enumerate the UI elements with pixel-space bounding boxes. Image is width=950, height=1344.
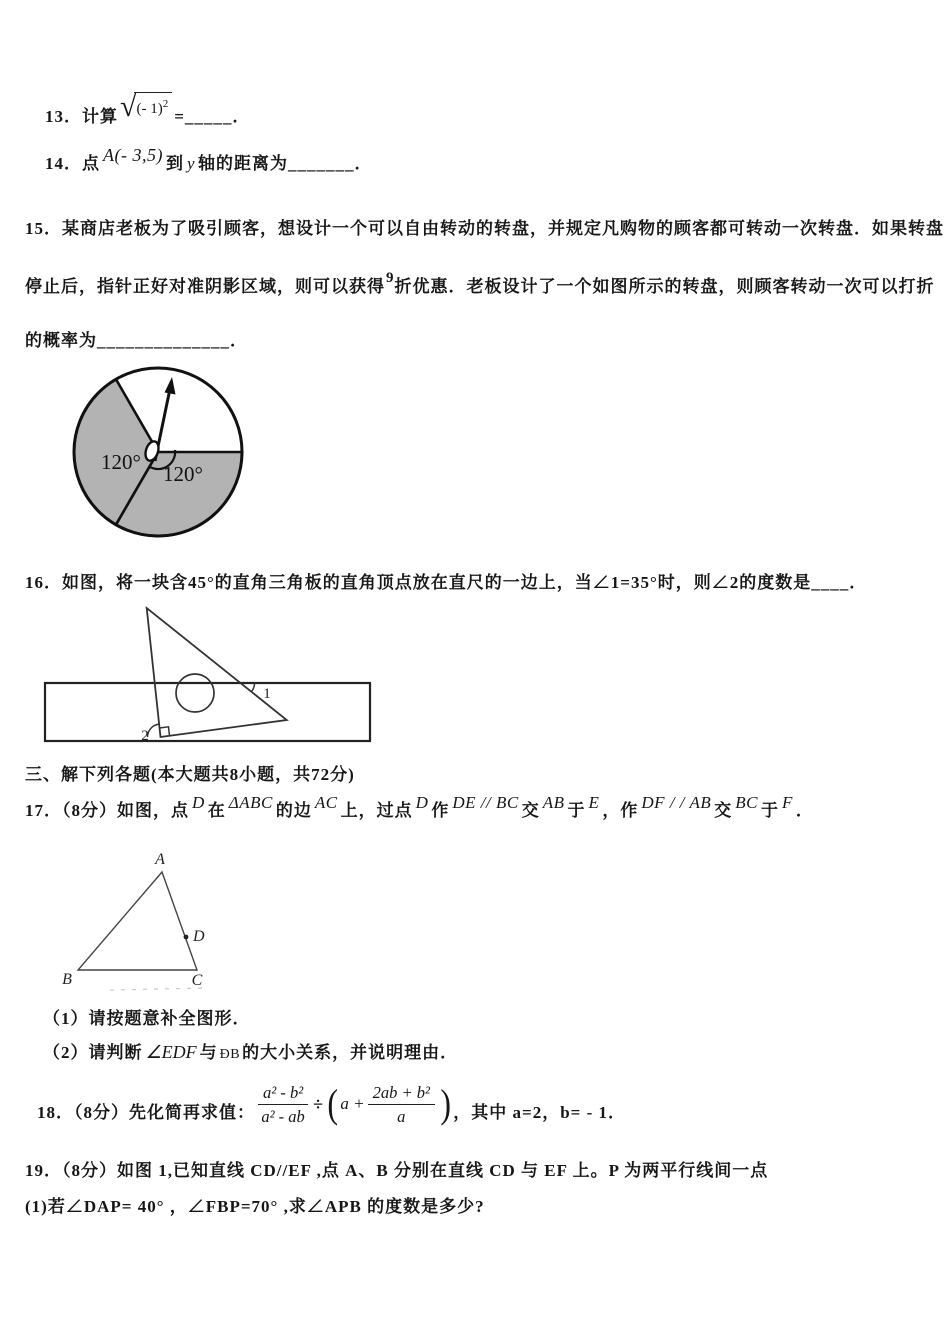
- q13-sqrt-expression: [120, 92, 172, 122]
- q17-sub2-pre: （2）请判断: [43, 1043, 143, 1062]
- question-15-line2: [25, 270, 935, 298]
- spinner-angle-left-label: 120°: [101, 450, 141, 474]
- q17-math-D2: D: [415, 793, 429, 812]
- question-19-line2: [25, 1196, 485, 1218]
- q17-math-E: E: [588, 793, 600, 812]
- q15-line2-post: 折优惠．老板设计了一个如图所示的转盘，则顾客转动一次可以打折: [394, 277, 935, 296]
- q17-text-5: 作: [431, 801, 450, 820]
- q15-line2-pre: 停止后，指针正好对准阴影区域，则可以获得: [25, 277, 385, 296]
- q15-line3-text: 的概率为______________．: [25, 331, 248, 350]
- vertex-c-label: C: [191, 972, 203, 989]
- question-17: [25, 793, 814, 822]
- q17-math-AC: AC: [314, 793, 338, 812]
- q17-text-10: 于: [760, 801, 779, 820]
- angle-2-arc: [148, 724, 160, 737]
- q18-fraction-1: [258, 1083, 308, 1126]
- q17-text-8: ，作: [602, 801, 639, 820]
- q17-angle-b: ÐB: [219, 1047, 241, 1062]
- q17-text-3: 的边: [275, 801, 312, 820]
- point-d-dot: [184, 935, 189, 940]
- section-3-header: [25, 764, 355, 786]
- q17-math-DF-AB: DF / / AB: [641, 793, 712, 812]
- q17-sub2: [43, 1042, 458, 1064]
- q18-left-paren: (: [327, 1081, 339, 1126]
- q17-text-1: 17．（8分）如图，点: [25, 801, 189, 820]
- ruler-rectangle: [45, 683, 370, 741]
- triangle-abc-figure: [50, 848, 230, 998]
- q17-math-F: F: [781, 793, 793, 812]
- question-14: [45, 145, 373, 175]
- q18-right-paren: ): [440, 1081, 451, 1126]
- q18-frac1-denominator: a² - ab: [261, 1106, 305, 1126]
- q13-radicand: [134, 92, 172, 117]
- set-square-hole: [176, 674, 214, 712]
- q14-text-mid: 到: [165, 154, 184, 173]
- radical-sign: √: [120, 90, 137, 123]
- q13-radicand-base: (- 1): [136, 101, 163, 117]
- q17-math-AB: AB: [542, 793, 565, 812]
- division-sign: ÷: [313, 1093, 324, 1114]
- q17-math-BC: BC: [735, 793, 758, 812]
- q18-head-text: 18．（8分）先化简再求值：: [37, 1103, 255, 1122]
- q18-frac2-numerator: 2ab + b²: [368, 1083, 435, 1105]
- q17-text-7: 于: [567, 801, 586, 820]
- set-square-triangle: [147, 608, 287, 737]
- q13-blank: =_____．: [174, 107, 251, 126]
- q17-text-11: ．: [795, 801, 814, 820]
- point-d-label: D: [193, 928, 205, 945]
- q17-math-D1: D: [192, 793, 205, 812]
- q18-inner-term: a +: [340, 1094, 365, 1113]
- q17-math-triangle-abc: ΔABC: [228, 793, 273, 812]
- q15-line1-text: 15．某商店老板为了吸引顾客，想设计一个可以自由转动的转盘，并规定凡购物的顾客都可转动一次转盘．如果转盘: [25, 219, 944, 238]
- question-13: [45, 90, 251, 128]
- vertex-b-label: B: [62, 971, 72, 988]
- question-19-line1: [25, 1160, 768, 1182]
- question-18: [37, 1076, 626, 1132]
- vertex-a-label: A: [155, 851, 165, 868]
- ruler-triangle-figure: [40, 596, 380, 754]
- q19-line2-text: (1)若∠DAP= 40° ，∠FBP=70° ,求∠APB 的度数是多少?: [25, 1197, 485, 1216]
- q17-sub2-mid: 与: [199, 1043, 218, 1062]
- triangle-abc-outline: [78, 872, 197, 970]
- angle-1-arc: [252, 683, 255, 691]
- angle-1-label: 1: [263, 686, 271, 702]
- spinner-angle-bottom-label: 120°: [163, 462, 203, 486]
- q17-sub1-text: （1）请按题意补全图形．: [43, 1009, 251, 1028]
- question-16: [25, 572, 867, 594]
- q18-frac1-numerator: a² - b²: [258, 1083, 308, 1105]
- spinner-arrowhead: [165, 377, 176, 395]
- q17-text-6: 交: [521, 801, 540, 820]
- q17-text-2: 在: [207, 801, 226, 820]
- q16-text: 16．如图，将一块含45°的直角三角板的直角顶点放在直尺的一边上，当∠1=35°时，则∠2的度数是____．: [25, 573, 868, 592]
- question-15-line3: [25, 330, 248, 352]
- q13-exponent: 2: [162, 98, 169, 110]
- q17-text-4: 上，过点: [340, 801, 413, 820]
- q15-discount-superscript: 9: [386, 270, 394, 286]
- q14-text-tail: 轴的距离为_______．: [198, 154, 373, 173]
- q13-text: 13．计算: [45, 107, 118, 126]
- q19-line1-text: 19．（8分）如图 1,已知直线 CD//EF ,点 A、B 分别在直线 CD 与 EF 上。P 为两平行线间一点: [25, 1161, 769, 1180]
- q14-text-pre: 14．点: [45, 154, 100, 173]
- section-3-title: 三、解下列各题(本大题共8小题，共72分): [25, 765, 355, 784]
- spinner-figure: [65, 362, 255, 547]
- q18-tail-text: ，其中 a=2，b= - 1．: [453, 1103, 627, 1122]
- q14-point-math: A(- 3,5): [103, 145, 163, 165]
- q17-sub2-post: 的大小关系，并说明理由．: [242, 1043, 459, 1062]
- angle-2-label: 2: [141, 728, 149, 744]
- q17-angle-edf: ∠EDF: [145, 1042, 197, 1062]
- q17-math-DE-BC: DE // BC: [452, 793, 519, 812]
- q18-frac2-denominator: a: [397, 1106, 406, 1126]
- q18-fraction-2: [368, 1083, 435, 1126]
- q17-sub1: [43, 1008, 251, 1030]
- q17-text-9: 交: [714, 801, 733, 820]
- question-15-line1: [25, 218, 944, 240]
- q14-axis-var: y: [186, 154, 196, 173]
